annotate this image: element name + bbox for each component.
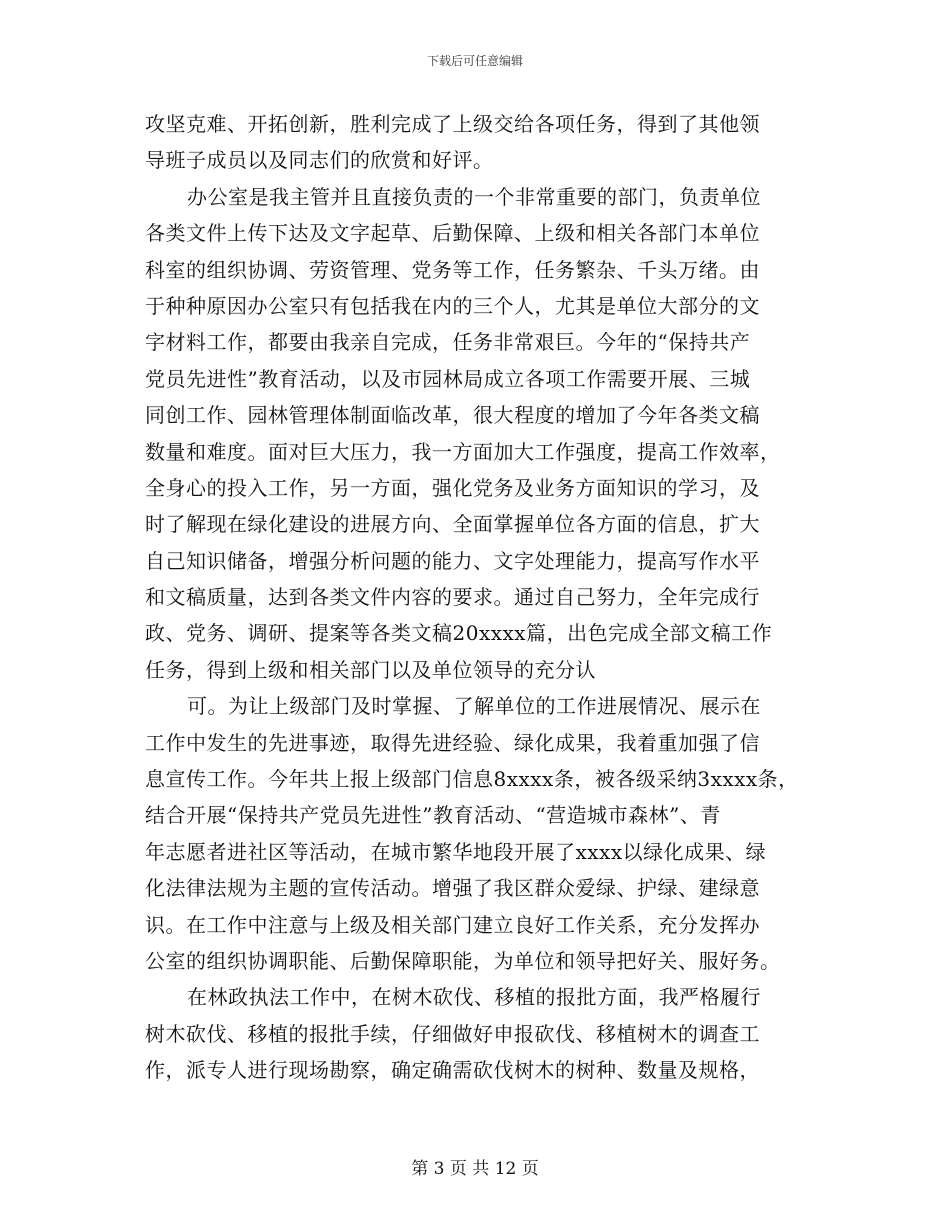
text-line: 字材料工作，都要由我亲自完成，任务非常艰巨。今年的“保持共产 <box>145 330 751 355</box>
text-line: 各类文件上传下达及文字起草、后勤保障、上级和相关各部门本单位 <box>145 221 760 246</box>
text-line: 识。在工作中注意与上级及相关部门建立良好工作关系，充分发挥办 <box>145 912 760 937</box>
text-line: 息宣传工作。今年共上报上级部门信息8xxxx条，被各级采纳3xxxx条， <box>145 767 799 792</box>
paragraph-start-line: 在林政执法工作中，在树木砍伐、移植的报批方面，我严格履行 <box>187 985 761 1010</box>
text-line: 同创工作、园林管理体制面临改革，很大程度的增加了今年各类文稿 <box>145 403 760 428</box>
text-line: 数量和难度。面对巨大压力，我一方面加大工作强度，提高工作效率， <box>145 439 781 464</box>
text-line: 科室的组织协调、劳资管理、党务等工作，任务繁杂、千头万绪。由 <box>145 257 760 282</box>
text-line: 攻坚克难、开拓创新，胜利完成了上级交给各项任务，得到了其他领 <box>145 112 760 136</box>
text-line: 导班子成员以及同志们的欣赏和好评。 <box>145 148 494 173</box>
text-line: 党员先进性”教育活动，以及市园林局成立各项工作需要开展、三城 <box>145 366 751 391</box>
text-line: 政、党务、调研、提案等各类文稿20xxxx篇，出色完成全部文稿工作 <box>145 621 773 646</box>
text-line: 公室的组织协调职能、后勤保障职能，为单位和领导把好关、服好务。 <box>145 948 781 973</box>
text-line: 自己知识储备，增强分析问题的能力、文字处理能力，提高写作水平 <box>145 548 760 573</box>
text-line: 和文稿质量，达到各类文件内容的要求。通过自己努力，全年完成行 <box>145 585 760 610</box>
text-line: 全身心的投入工作，另一方面，强化党务及业务方面知识的学习，及 <box>145 475 760 500</box>
text-line: 结合开展“保持共产党员先进性”教育活动、“营造城市森林”、青 <box>145 803 721 828</box>
paragraph-start-line: 办公室是我主管并且直接负责的一个非常重要的部门，负责单位 <box>187 184 761 209</box>
text-line: 于种种原因办公室只有包括我在内的三个人，尤其是单位大部分的文 <box>145 293 760 318</box>
page-header-note: 下载后可任意编辑 <box>426 54 523 68</box>
text-line: 化法律法规为主题的宣传活动。增强了我区群众爱绿、护绿、建绿意 <box>145 876 760 901</box>
document-body <box>145 106 815 1089</box>
text-line: 工作中发生的先进事迹，取得先进经验、绿化成果，我着重加强了信 <box>145 730 760 755</box>
page-number-footer: 第 3 页 共 12 页 <box>411 1159 539 1179</box>
paragraph-start-line: 可。为让上级部门及时掌握、了解单位的工作进展情况、展示在 <box>187 694 761 719</box>
text-line: 年志愿者进社区等活动，在城市繁华地段开展了xxxx以绿化成果、绿 <box>145 839 767 864</box>
text-line: 树木砍伐、移植的报批手续，仔细做好申报砍伐、移植树木的调查工 <box>145 1021 760 1046</box>
text-line: 作，派专人进行现场勘察，确定确需砍伐树木的树种、数量及规格， <box>145 1058 760 1083</box>
text-line: 任务，得到上级和相关部门以及单位领导的充分认 <box>145 657 596 682</box>
text-line: 时了解现在绿化建设的进展方向、全面掌握单位各方面的信息，扩大 <box>145 512 760 537</box>
